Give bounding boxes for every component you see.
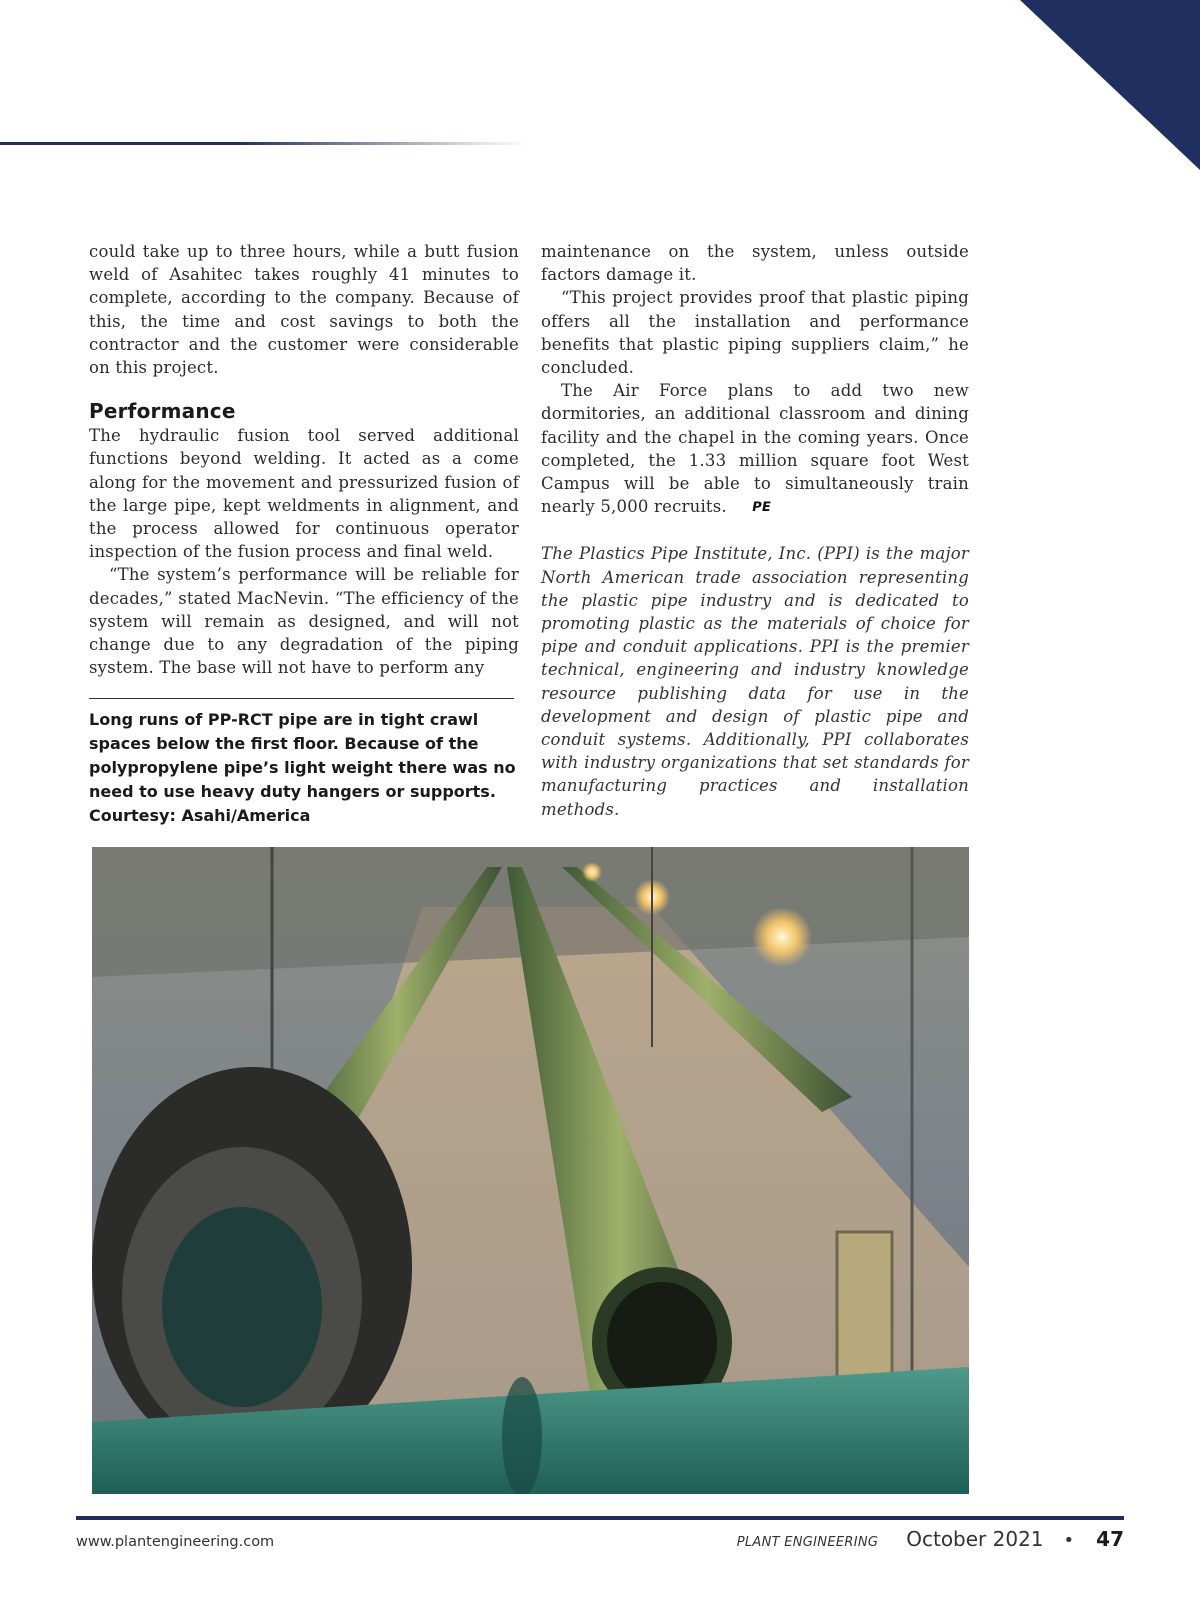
caption-rule xyxy=(89,698,514,699)
publication-name: PLANT ENGINEERING xyxy=(736,1535,879,1550)
page-number: 47 xyxy=(1096,1527,1124,1551)
article-paragraph: maintenance on the system, unless outside factors damage it. xyxy=(541,242,969,285)
footer-folio xyxy=(737,1527,1124,1551)
pe-end-mark-icon: PE xyxy=(751,500,773,516)
article-paragraph: “The system’s performance will be reliable for decades,” stated MacNevin. “The efficiency of the system will remain as designed, and will not change due to any degradation of the piping system. The base will not have to perform any xyxy=(89,565,519,678)
photo-caption: Long runs of PP-RCT pipe are in tight crawl spaces below the first floor. Because of the polypropylene pipe’s light weight there was no need to use heavy duty hangers or supports. Courtesy: Asahi/America xyxy=(89,710,516,825)
article-paragraph: could take up to three hours, while a butt fusion weld of Asahitec takes roughly 41 minutes to complete, according to the company. Because of this, the time and cost savings to both the contractor and the customer were considerable on this project. xyxy=(89,242,519,378)
article-paragraph-text: The Air Force plans to add two new dormitories, an additional classroom and dining facility and the chapel in the coming years. Once completed, the 1.33 million square foot West Campus will be able to simultaneously train nearly 5,000 recruits. xyxy=(541,381,969,517)
pipe-photo xyxy=(92,847,969,1494)
footer-url[interactable]: www.plantengineering.com xyxy=(76,1534,275,1550)
issue-date: October 2021 xyxy=(906,1527,1044,1551)
folio-bullet: • xyxy=(1063,1530,1075,1551)
article-final-paragraph xyxy=(541,379,969,518)
article-column-left xyxy=(89,240,519,679)
header-rule xyxy=(0,142,530,145)
about-ppi-note: The Plastics Pipe Institute, Inc. (PPI) is the major North American trade association representing the plastic pipe industry and is dedicated to promoting plastic as the materials of choice for pipe and conduit applications. PPI is the premier technical, engineering and industry knowledge resource publishing data for use in the development and design of plastic pipe and conduit systems. Additionally, PPI collaborates with industry organizations that set standards for manufacturing practices and installation methods. xyxy=(541,544,969,819)
pipe-photo-illustration xyxy=(92,847,969,1494)
footer-rule xyxy=(76,1516,1124,1520)
article-paragraph: The hydraulic fusion tool served additional functions beyond welding. It acted as a come along for the movement and pressurized fusion of the large pipe, kept weldments in alignment, and the process allowed for continuous operator inspection of the fusion process and final weld. xyxy=(89,426,519,562)
section-heading: Performance xyxy=(89,399,236,424)
article-paragraph: “This project provides proof that plastic piping offers all the installation and performance benefits that plastic piping suppliers claim,” he concluded. xyxy=(541,288,969,378)
corner-triangle-decoration xyxy=(1000,0,1200,200)
article-column-right xyxy=(541,240,969,821)
